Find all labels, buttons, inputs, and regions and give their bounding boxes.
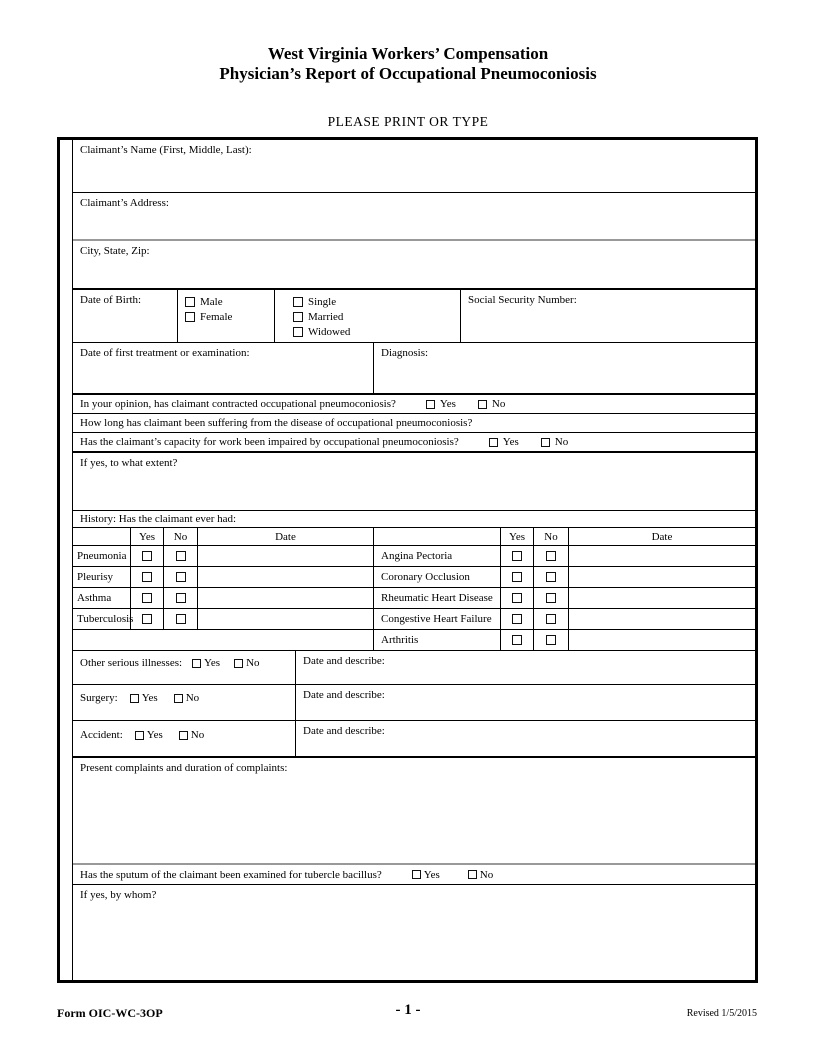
diagnosis-field[interactable] xyxy=(374,343,755,393)
date-of-birth-field[interactable] xyxy=(73,290,178,342)
accident-describe-field[interactable] xyxy=(296,721,755,756)
asthma-date-field[interactable] xyxy=(198,588,374,608)
contracted-question: In your opinion, has claimant contracted occupational pneumoconiosis? xyxy=(80,398,396,410)
claimant-address-field[interactable] xyxy=(73,193,755,241)
history-left-yes-header: Yes xyxy=(131,528,164,545)
sputum-yes-label: Yes xyxy=(423,868,440,881)
accident-yes-label: Yes xyxy=(146,729,163,741)
asthma-label: Asthma xyxy=(73,588,131,608)
capacity-question: Has the claimant’s capacity for work been impaired by occupational pneumoconiosis? xyxy=(80,436,459,448)
first-treatment-field[interactable] xyxy=(73,343,374,393)
sputum-yes-checkbox[interactable] xyxy=(412,870,421,879)
rheumatic-label: Rheumatic Heart Disease xyxy=(374,588,501,608)
claimant-address-label: Claimant’s Address: xyxy=(80,197,169,209)
page-number: - 1 - xyxy=(395,1002,421,1018)
rheumatic-yes-checkbox[interactable] xyxy=(512,593,522,603)
surgery-describe-label: Date and describe: xyxy=(303,689,385,701)
sputum-question-row xyxy=(73,865,755,885)
surgery-no-checkbox[interactable] xyxy=(174,694,183,703)
coronary-label: Coronary Occlusion xyxy=(374,567,501,587)
female-label: Female xyxy=(200,311,233,323)
asthma-no-checkbox[interactable] xyxy=(176,593,186,603)
contracted-no-label: No xyxy=(491,398,506,410)
tuberculosis-no-checkbox[interactable] xyxy=(176,614,186,624)
other-illnesses-label: Other serious illnesses: xyxy=(80,657,183,669)
form-title xyxy=(0,44,816,84)
capacity-question-row xyxy=(73,433,755,453)
surgery-cell xyxy=(73,685,296,720)
accident-no-label: No xyxy=(190,729,205,741)
accident-cell xyxy=(73,721,296,756)
accident-no-checkbox[interactable] xyxy=(179,731,188,740)
sex-options-cell xyxy=(178,290,275,342)
claimant-name-field[interactable] xyxy=(73,140,755,193)
accident-yes-checkbox[interactable] xyxy=(135,731,144,740)
contracted-no-checkbox[interactable] xyxy=(478,400,487,409)
arthritis-yes-checkbox[interactable] xyxy=(512,635,522,645)
claimant-name-label: Claimant’s Name (First, Middle, Last): xyxy=(80,144,252,156)
history-left-no-header: No xyxy=(164,528,198,545)
how-long-question-row[interactable] xyxy=(73,414,755,433)
dob-row xyxy=(73,290,755,343)
form-title-line2: Physician’s Report of Occupational Pneumoconiosis xyxy=(219,64,597,84)
capacity-yes-label: Yes xyxy=(502,436,519,448)
tuberculosis-date-field[interactable] xyxy=(198,609,374,629)
pneumonia-label: Pneumonia xyxy=(73,546,131,566)
capacity-yes-checkbox[interactable] xyxy=(489,438,498,447)
form-number: Form OIC-WC-3OP xyxy=(57,1006,163,1020)
history-row-arthritis xyxy=(73,630,755,651)
congestive-date-field[interactable] xyxy=(569,609,755,629)
other-illnesses-yes-label: Yes xyxy=(204,657,221,669)
single-label: Single xyxy=(308,296,337,308)
history-right-yes-header: Yes xyxy=(501,528,534,545)
pneumonia-yes-checkbox[interactable] xyxy=(142,551,152,561)
accident-describe-label: Date and describe: xyxy=(303,725,385,737)
other-illnesses-no-checkbox[interactable] xyxy=(234,659,243,668)
congestive-label: Congestive Heart Failure xyxy=(374,609,501,629)
married-checkbox[interactable] xyxy=(293,312,303,322)
congestive-yes-checkbox[interactable] xyxy=(512,614,522,624)
arthritis-label: Arthritis xyxy=(374,630,501,650)
surgery-yes-checkbox[interactable] xyxy=(130,694,139,703)
pleurisy-no-checkbox[interactable] xyxy=(176,572,186,582)
widowed-checkbox[interactable] xyxy=(293,327,303,337)
capacity-no-checkbox[interactable] xyxy=(541,438,550,447)
sputum-no-label: No xyxy=(479,868,494,881)
tuberculosis-label: Tuberculosis xyxy=(73,609,131,629)
married-label: Married xyxy=(308,311,344,323)
history-row-pleurisy-coronary xyxy=(73,567,755,588)
extent-field[interactable] xyxy=(73,453,755,511)
history-right-name-header xyxy=(374,528,501,545)
extent-label: If yes, to what extent? xyxy=(80,457,178,469)
sputum-no-checkbox[interactable] xyxy=(468,870,477,879)
widowed-label: Widowed xyxy=(308,326,351,338)
history-intro-row xyxy=(73,511,755,528)
marital-options-cell xyxy=(275,290,461,342)
capacity-no-label: No xyxy=(554,436,569,448)
surgery-yes-label: Yes xyxy=(141,692,158,704)
by-whom-label: If yes, by whom? xyxy=(80,889,157,901)
ssn-label: Social Security Number: xyxy=(468,294,577,306)
arthritis-date-field[interactable] xyxy=(569,630,755,650)
other-illnesses-describe-field[interactable] xyxy=(296,651,755,684)
female-checkbox[interactable] xyxy=(185,312,195,322)
form-title-line1: West Virginia Workers’ Compensation xyxy=(267,44,549,63)
angina-yes-checkbox[interactable] xyxy=(512,551,522,561)
city-state-zip-field[interactable] xyxy=(73,241,755,290)
first-treatment-label: Date of first treatment or examination: xyxy=(80,347,250,359)
form-table xyxy=(72,140,755,980)
other-illnesses-cell xyxy=(73,651,296,684)
angina-no-checkbox[interactable] xyxy=(546,551,556,561)
angina-date-field[interactable] xyxy=(569,546,755,566)
coronary-date-field[interactable] xyxy=(569,567,755,587)
surgery-no-label: No xyxy=(185,692,200,704)
pleurisy-yes-checkbox[interactable] xyxy=(142,572,152,582)
treatment-diagnosis-row xyxy=(73,343,755,395)
how-long-question: How long has claimant been suffering from the disease of occupational pneumoconiosis? xyxy=(80,417,473,429)
present-complaints-field[interactable] xyxy=(73,758,755,865)
pleurisy-label: Pleurisy xyxy=(73,567,131,587)
pleurisy-date-field[interactable] xyxy=(198,567,374,587)
male-label: Male xyxy=(200,296,223,308)
print-or-type-instruction: PLEASE PRINT OR TYPE xyxy=(327,114,489,130)
sputum-question: Has the sputum of the claimant been examined for tubercle bacillus? xyxy=(80,868,382,881)
asthma-yes-checkbox[interactable] xyxy=(142,593,152,603)
form-outer-box xyxy=(57,137,758,983)
angina-label: Angina Pectoria xyxy=(374,546,501,566)
single-checkbox[interactable] xyxy=(293,297,303,307)
other-illnesses-yes-checkbox[interactable] xyxy=(192,659,201,668)
contracted-yes-label: Yes xyxy=(439,398,456,410)
rheumatic-no-checkbox[interactable] xyxy=(546,593,556,603)
history-row-pneumonia-angina xyxy=(73,546,755,567)
arthritis-no-checkbox[interactable] xyxy=(546,635,556,645)
other-illnesses-row xyxy=(73,651,755,685)
history-right-no-header: No xyxy=(534,528,569,545)
coronary-yes-checkbox[interactable] xyxy=(512,572,522,582)
surgery-row xyxy=(73,685,755,721)
history-header-row xyxy=(73,528,755,546)
congestive-no-checkbox[interactable] xyxy=(546,614,556,624)
revised-date: Revised 1/5/2015 xyxy=(686,1008,757,1019)
city-state-zip-label: City, State, Zip: xyxy=(80,245,150,257)
history-row-tuberculosis-congestive xyxy=(73,609,755,630)
date-of-birth-label: Date of Birth: xyxy=(80,294,142,306)
rheumatic-date-field[interactable] xyxy=(569,588,755,608)
pneumonia-no-checkbox[interactable] xyxy=(176,551,186,561)
pneumonia-date-field[interactable] xyxy=(198,546,374,566)
coronary-no-checkbox[interactable] xyxy=(546,572,556,582)
accident-label: Accident: xyxy=(80,729,123,741)
contracted-yes-checkbox[interactable] xyxy=(426,400,435,409)
history-left-blank-cell xyxy=(73,630,374,650)
by-whom-field[interactable] xyxy=(73,885,755,980)
other-illnesses-no-label: No xyxy=(246,657,260,669)
accident-row xyxy=(73,721,755,758)
surgery-describe-field[interactable] xyxy=(296,685,755,720)
history-left-date-header: Date xyxy=(198,528,374,545)
other-illnesses-describe-label: Date and describe: xyxy=(303,655,385,667)
history-intro-label: History: Has the claimant ever had: xyxy=(80,513,237,525)
present-complaints-label: Present complaints and duration of complaints: xyxy=(80,762,288,774)
page-header xyxy=(0,0,816,130)
tuberculosis-yes-checkbox[interactable] xyxy=(142,614,152,624)
contracted-question-row xyxy=(73,395,755,414)
surgery-label: Surgery: xyxy=(80,692,118,704)
history-row-asthma-rheumatic xyxy=(73,588,755,609)
ssn-field[interactable] xyxy=(461,290,755,342)
male-checkbox[interactable] xyxy=(185,297,195,307)
history-left-name-header xyxy=(73,528,131,545)
diagnosis-label: Diagnosis: xyxy=(381,347,429,359)
history-right-date-header: Date xyxy=(651,530,673,543)
